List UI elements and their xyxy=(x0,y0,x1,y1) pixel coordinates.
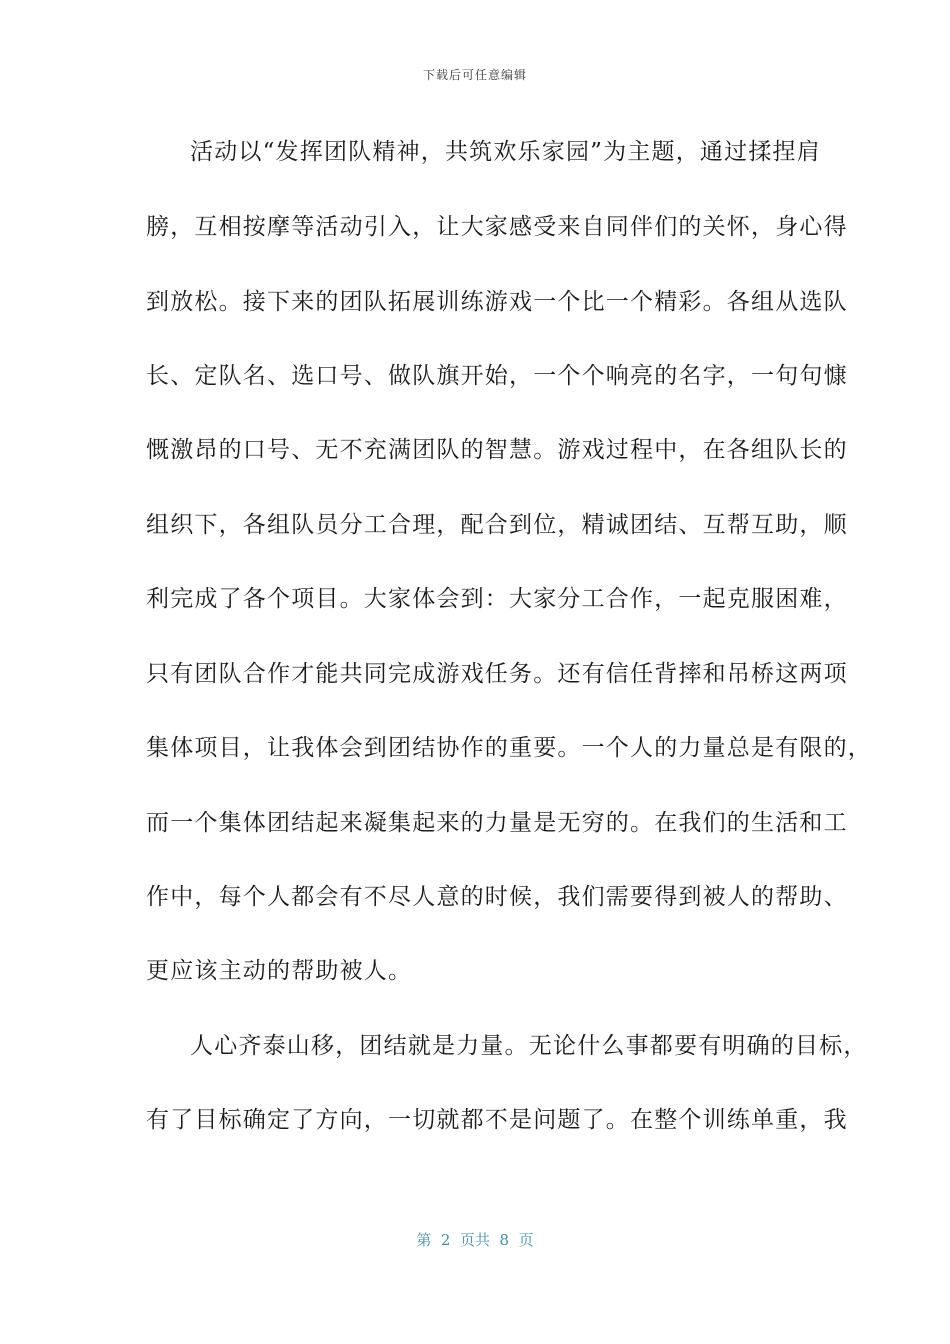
body-line-7: 利完成了各个项目。大家体会到：大家分工合作，一起克服困难， xyxy=(146,586,848,612)
body-line-8: 只有团队合作才能共同完成游戏任务。还有信任背摔和吊桥这两项 xyxy=(146,661,848,687)
body-line-13: 人心齐泰山移，团结就是力量。无论什么事都要有明确的目标， xyxy=(190,1033,868,1059)
body-line-10: 而一个集体团结起来凝集起来的力量是无穷的。在我们的生活和工 xyxy=(146,810,848,836)
body-line-3: 到放松。接下来的团队拓展训练游戏一个比一个精彩。各组从选队 xyxy=(146,289,848,315)
body-line-9: 集体项目，让我体会到团结协作的重要。一个人的力量总是有限的， xyxy=(146,735,872,761)
body-line-11: 作中，每个人都会有不尽人意的时候，我们需要得到被人的帮助、 xyxy=(146,884,848,910)
body-line-1: 活动以“发挥团队精神，共筑欢乐家园”为主题，通过揉捏肩 xyxy=(190,139,821,165)
body-line-14: 有了目标确定了方向，一切就都不是问题了。在整个训练单重，我 xyxy=(146,1107,848,1133)
body-line-4: 长、定队名、选口号、做队旗开始，一个个响亮的名字，一句句慷 xyxy=(146,363,848,389)
body-line-5: 慨激昂的口号、无不充满团队的智慧。游戏过程中，在各组队长的 xyxy=(146,437,848,463)
body-line-12: 更应该主动的帮助被人。 xyxy=(146,958,413,984)
page-number-footer: 第 2 页共 8 页 xyxy=(416,1231,534,1249)
body-line-2: 膀，互相按摩等活动引入，让大家感受来自同伴们的关怀，身心得 xyxy=(146,214,848,240)
body-line-6: 组织下，各组队员分工合理，配合到位，精诚团结、互帮互助，顺 xyxy=(146,512,848,538)
page-header: 下载后可任意编辑 xyxy=(422,68,527,82)
